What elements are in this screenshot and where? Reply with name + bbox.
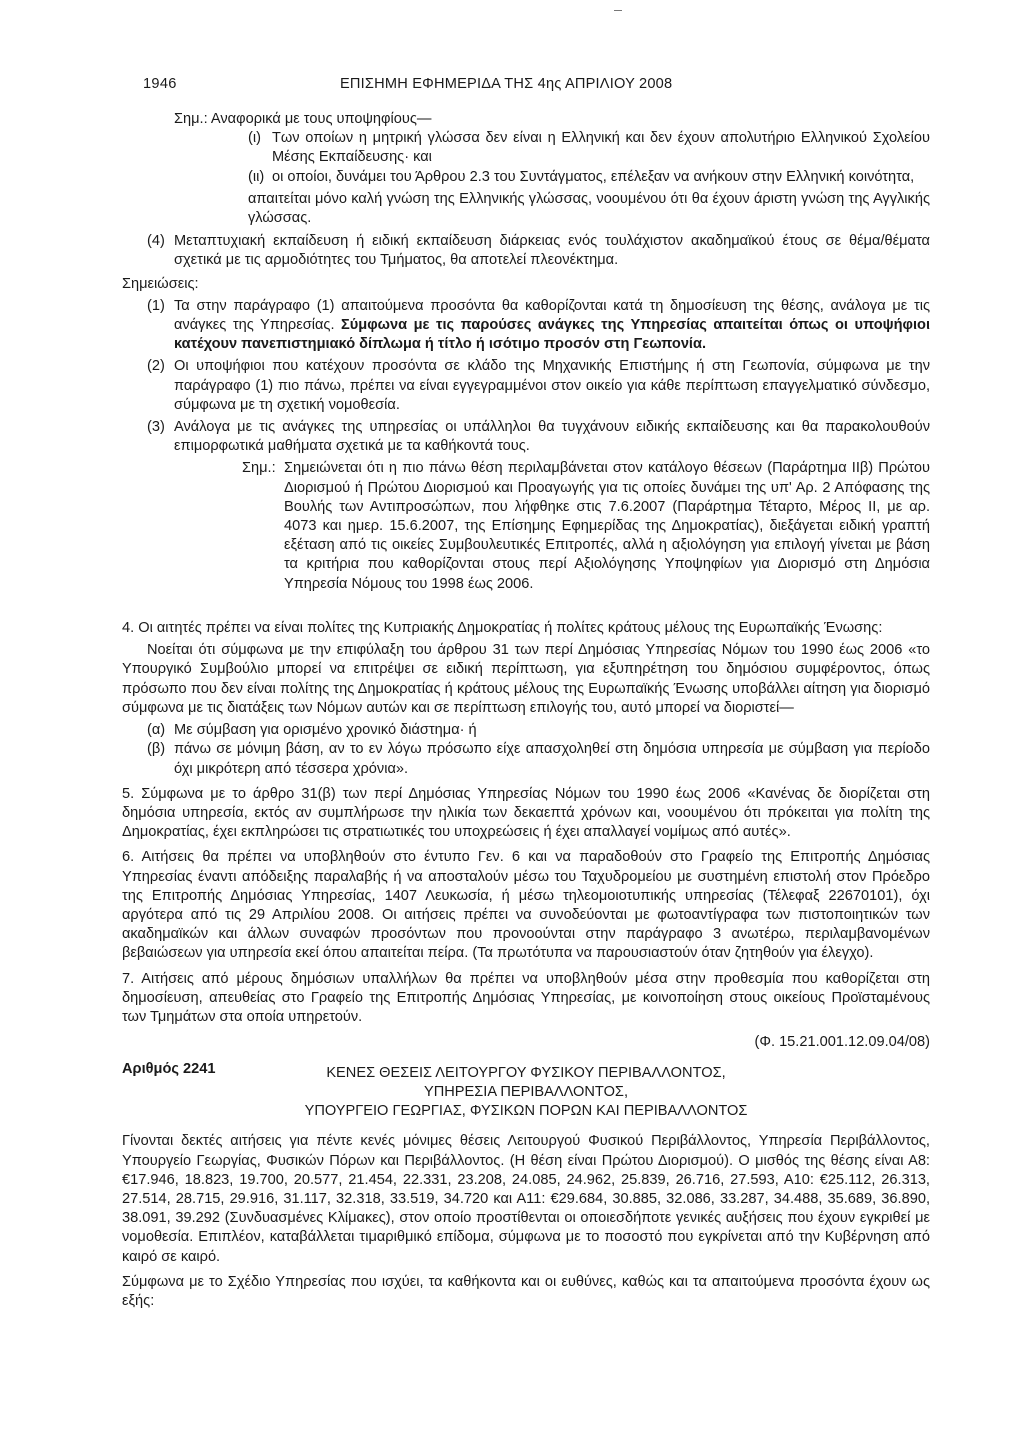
note-3-text: Ανάλογα με τις ανάγκες της υπηρεσίας οι υπάλληλοι θα τυγχάνουν ειδικής εκπαίδευσης και θα παρακολουθούν επιμορφωτικά μαθήματα σχετικά με τα καθήκοντά τους. xyxy=(174,419,930,455)
notes-heading: Σημειώσεις: xyxy=(122,275,199,292)
para-4-lead xyxy=(122,600,930,638)
scan-mark xyxy=(614,10,622,11)
note-top-item-ii-label: (ιι) xyxy=(248,168,265,185)
note-top-item-i xyxy=(248,129,930,167)
para-4-item-a-label: (α) xyxy=(147,722,166,739)
note-top-item-i-text: Των οποίων η μητρική γλώσσα δεν είναι η Ελληνική και δεν έχουν απολυτήριο Ελληνικού Σχολείου Μέσης Εκπαίδευσης· και xyxy=(272,130,930,166)
note-sim xyxy=(242,459,930,593)
note-1 xyxy=(147,297,930,355)
para-4-item-b-text: πάνω σε μόνιμη βάση, αν το εν λόγω πρόσωπο είχε απασχοληθεί στη δημόσια υπηρεσία με σύμβαση για περίοδο όχι μικρότερη από τέσσερα χρόνια». xyxy=(174,741,930,777)
note-top-tail: απαιτείται μόνο καλή γνώση της Ελληνικής γλώσσας, νοουμένου ότι θα έχουν άριστη γνώση της Αγγλικής γλώσσας. xyxy=(248,190,930,227)
reference-number: (Φ. 15.21.001.12.09.04/08) xyxy=(754,1034,930,1051)
page-content xyxy=(122,110,930,1311)
item-4 xyxy=(147,232,930,270)
notice-title-block xyxy=(122,1056,930,1120)
page-number: 1946 xyxy=(143,76,177,92)
para-4-item-b-label: (β) xyxy=(147,741,166,758)
notice-title-line-2: ΥΠΗΡΕΣΙΑ ΠΕΡΙΒΑΛΛΟΝΤΟΣ, xyxy=(423,1084,629,1101)
para-5: 5. Σύμφωνα με το άρθρο 31(β) των περί Δημόσιας Υπηρεσίας Νόμων του 1990 έως 2006 «Κανένας δε διορίζεται στη δημόσια υπηρεσία, εκτός αν συμπλήρωσε την ηλικία των δεκαεπτά χρόνων και, νοουμένου ότι πρόκειται για πολίτη της Δημοκρατίας, έχει εκπληρώσει τις στρατιωτικές του υποχρεώσεις ή έχει απαλλαγεί νομίμως από αυτές». xyxy=(122,785,930,841)
note-top-intro: Σημ.: Αναφορικά με τους υποψηφίους— xyxy=(174,111,432,127)
para-4-lead-text: 4. Οι αιτητές πρέπει να είναι πολίτες της Κυπριακής Δημοκρατίας ή πολίτες κράτους μέλους της Ευρωπαϊκής Ένωσης: xyxy=(122,620,883,637)
note-top-item-ii xyxy=(248,168,930,187)
gazette-title: ΕΠΙΣΗΜΗ ΕΦΗΜΕΡΙΔΑ ΤΗΣ 4ης ΑΠΡΙΛΙΟΥ 2008 xyxy=(340,76,673,92)
note-sim-label: Σημ.: xyxy=(242,460,276,477)
notice-body-1: Γίνονται δεκτές αιτήσεις για πέντε κενές μόνιμες θέσεις Λειτουργού Φυσικού Περιβάλλοντος, Υπηρεσία Περιβάλλοντος, Υπουργείο Γεωργίας, Φυσικών Πόρων και Περιβάλλοντος. (Η θέση είναι Πρώτου Διορισμού). Ο μισθός της θέσης είναι Α8: €17.946, 18.823, 19.700, 20.577, 21.454, 22.331, 23.208, 24.085, 24.962, 25.839, 26.716, 27.593, Α10: €25.112, 26.313, 27.514, 28.715, 29.916, 31.117, 32.318, 33.519, 34.720 και Α11: €29.684, 30.885, 32.086, 33.287, 34.488, 35.689, 36.890, 38.091, 39.292 (Συνδυασμένες Κλίμακες), στον οποίο προστίθενται οι οποιεσδήποτε γενικές αυξήσεις που έχουν εγκριθεί με νομοθεσία. Επιπλέον, καταβάλλεται τιμαριθμικό επίδομα, σύμφωνα με το ποσοστό που εγκρίνεται από την Κυβέρνηση από καιρό σε καιρό. xyxy=(122,1133,930,1265)
note-3-label: (3) xyxy=(147,419,165,436)
note-1-label: (1) xyxy=(147,297,165,314)
note-sim-text: Σημειώνεται ότι η πιο πάνω θέση περιλαμβάνεται στον κατάλογο θέσεων (Παράρτημα ΙΙβ) Πρώτου Διορισμού ή Πρώτου Διορισμού και Προαγωγής για τις οποίες δυνάμει της υπ' Αρ. 2 Απόφασης της Βουλής των Αντιπροσώπων, που λήφθηκε στις 7.6.2007 (Παράρτημα Τέταρτο, Μέρος ΙΙ, με αρ. 4073 και ημερ. 15.6.2007, της Επίσημης Εφημερίδας της Δημοκρατίας), διεξάγεται ειδική γραπτή εξέταση από τις οικείες Συμβουλευτικές Επιτροπές, αλλά η αξιολόγηση για επιλογή γίνεται με βάση τα κριτήρια που καθορίζονται στους περί Αξιολόγησης Υποψηφίων για Διορισμό στη Δημόσια Υπηρεσία Νόμους του 1998 έως 2006. xyxy=(284,460,930,592)
note-2 xyxy=(147,357,930,415)
notice-title-line-1: ΚΕΝΕΣ ΘΕΣΕΙΣ ΛΕΙΤΟΥΡΓΟΥ ΦΥΣΙΚΟΥ ΠΕΡΙΒΑΛΛΟΝΤΟΣ, xyxy=(326,1065,726,1082)
note-1-plain: Τα στην παράγραφο (1) απαιτούμενα προσόντα θα καθορίζονται κατά τη δημοσίευση της θέσης, ανάλογα με τις ανάγκες της Υπηρεσίας. xyxy=(174,297,930,334)
item-4-label: (4) xyxy=(147,233,165,250)
note-top-item-ii-text: οι οποίοι, δυνάμει του Άρθρου 2.3 του Συντάγματος, επέλεξαν να ανήκουν στην Ελληνική κοινότητα, xyxy=(272,168,915,185)
note-3 xyxy=(147,418,930,456)
note-1-text xyxy=(174,297,930,355)
para-6: 6. Αιτήσεις θα πρέπει να υποβληθούν στο έντυπο Γεν. 6 και να παραδοθούν στο Γραφείο της Επιτροπής Δημόσιας Υπηρεσίας έναντι απόδειξης παραλαβής ή να αποσταλούν μέσω του Ταχυδρομείου με συστημένη επιστολή στον Πρόεδρο της Επιτροπής Δημόσιας Υπηρεσίας, 1407 Λευκωσία, ή μέσω τηλεομοιοτυπικής υπηρεσίας (Τέλεφαξ 22670101), όχι αργότερα από τις 29 Απριλίου 2008. Οι αιτήσεις πρέπει να συνοδεύονται με φωτοαντίγραφα των πιστοποιητικών των ακαδημαϊκών και άλλων συναφών προσόντων που προνοούνται στην παράγραφο 3 ανωτέρω, περιλαμβανομένων βεβαιώσεων για υπηρεσία εκεί όπου απαιτείται πείρα. (Τα πρωτότυπα να παρουσιαστούν όταν ζητηθούν για έλεγχο). xyxy=(122,849,930,962)
note-2-text: Οι υποψήφιοι που κατέχουν προσόντα σε κλάδο της Μηχανικής Επιστήμης ή στη Γεωπονία, σύμφωνα με την παράγραφο (1) πιο πάνω, πρέπει να είναι εγγεγραμμένοι στον οικείο για κάθε περίπτωση επαγγελματικό σύνδεσμο, σύμφωνα με τη σχετική νομοθεσία. xyxy=(174,358,930,413)
note-top xyxy=(174,110,930,228)
notice-title-line-3: ΥΠΟΥΡΓΕΙΟ ΓΕΩΡΓΙΑΣ, ΦΥΣΙΚΩΝ ΠΟΡΩΝ ΚΑΙ ΠΕΡΙΒΑΛΛΟΝΤΟΣ xyxy=(304,1103,748,1120)
para-4-item-a xyxy=(147,721,930,740)
note-top-item-i-label: (ι) xyxy=(248,130,261,147)
notice-number: Αριθμός 2241 xyxy=(122,1061,216,1078)
note-1-bold: Σύμφωνα με τις παρούσες ανάγκες της Υπηρεσίας απαιτείται όπως οι υποψήφιοι κατέχουν πανεπιστημιακό δίπλωμα ή τίτλο ή ισότιμο προσόν στη Γεωπονία. xyxy=(174,317,930,353)
item-4-text: Μεταπτυχιακή εκπαίδευση ή ειδική εκπαίδευση διάρκειας ενός τουλάχιστον ακαδημαϊκού έτους σε θέμα/θέματα σχετικά με τις αρμοδιότητες του Τμήματος, θα αποτελεί πλεονέκτημα. xyxy=(174,233,930,269)
page-header xyxy=(0,75,1024,95)
note-2-label: (2) xyxy=(147,358,165,375)
notice-body-2: Σύμφωνα με το Σχέδιο Υπηρεσίας που ισχύει, τα καθήκοντα και οι ευθύνες, καθώς και τα απαιτούμενα προσόντα έχουν ως εξής: xyxy=(122,1273,930,1309)
para-4-item-b xyxy=(147,740,930,778)
para-7: 7. Αιτήσεις από μέρους δημόσιων υπαλλήλων θα πρέπει να υποβληθούν μέσα στην προθεσμία που καθορίζεται στη δημοσίευση, απευθείας στο Γραφείο της Επιτροπής Δημόσιας Υπηρεσίας, με κοινοποίηση στους οικείους Προϊσταμένους των Τμημάτων στα οποία υπηρετούν. xyxy=(122,970,930,1025)
para-4-body: Νοείται ότι σύμφωνα με την επιφύλαξη του άρθρου 31 των περί Δημόσιας Υπηρεσίας Νόμων του 1990 έως 2006 «το Υπουργικό Συμβούλιο μπορεί να επιτρέψει σε ειδική περίπτωση, για εξυπηρέτηση του δημόσιου συμφέροντος, όπως πρόσωπο που δεν είναι πολίτης της Δημοκρατίας ή κράτους μέλους της Ευρωπαϊκής Ένωσης υποβάλλει αίτηση για διορισμό σύμφωνα με τις διατάξεις των Νόμων αυτών και σε περίπτωση επιλογής του, αυτό μπορεί να διοριστεί— xyxy=(122,642,930,716)
para-4-item-a-text: Με σύμβαση για ορισμένο χρονικό διάστημα· ή xyxy=(174,722,477,739)
